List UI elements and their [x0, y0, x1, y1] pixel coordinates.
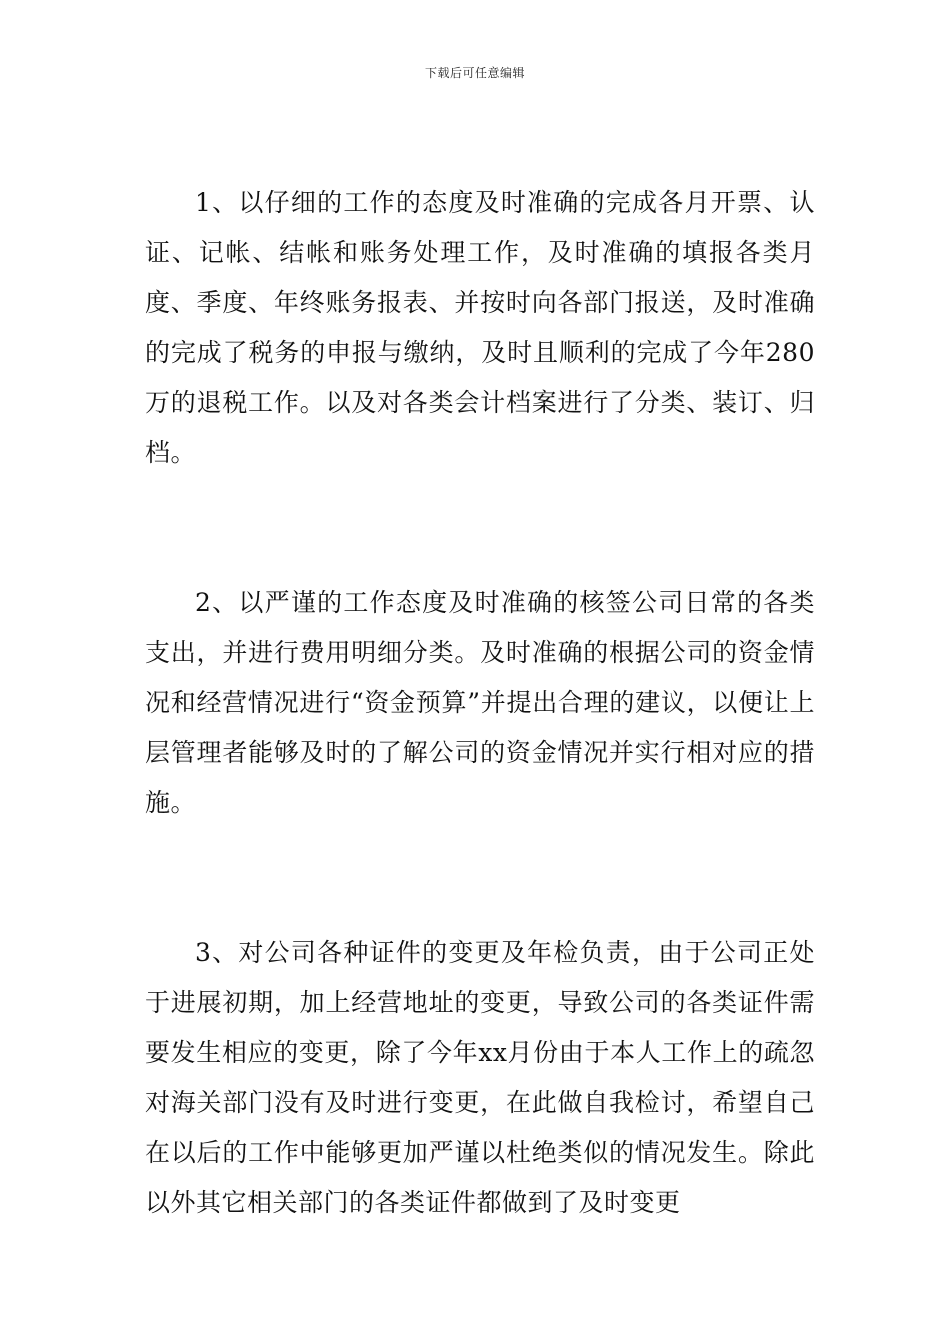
page-header: 下载后可任意编辑 — [424, 66, 525, 80]
paragraph-2: 2、以严谨的工作态度及时准确的核签公司日常的各类支出，并进行费用明细分类。及时准确的根据公司的资金情况和经营情况进行“资金预算”并提出合理的建议，以便让上层管理者能够及时的了解公司的资金情况并实行相对应的措施。 — [145, 588, 815, 817]
paragraph-3: 3、对公司各种证件的变更及年检负责，由于公司正处于进展初期，加上经营地址的变更，导致公司的各类证件需要发生相应的变更，除了今年xx月份由于本人工作上的疏忽对海关部门没有及时进行变更，在此做自我检讨，希望自己在以后的工作中能够更加严谨以杜绝类似的情况发生。除此以外其它相关部门的各类证件都做到了及时变更 — [145, 938, 815, 1217]
document-body — [145, 178, 815, 1228]
paragraph-1: 1、以仔细的工作的态度及时准确的完成各月开票、认证、记帐、结帐和账务处理工作，及时准确的填报各类月度、季度、年终账务报表、并按时向各部门报送，及时准确的完成了税务的申报与缴纳，及时且顺利的完成了今年280万的退税工作。以及对各类会计档案进行了分类、装订、归档。 — [145, 188, 815, 467]
